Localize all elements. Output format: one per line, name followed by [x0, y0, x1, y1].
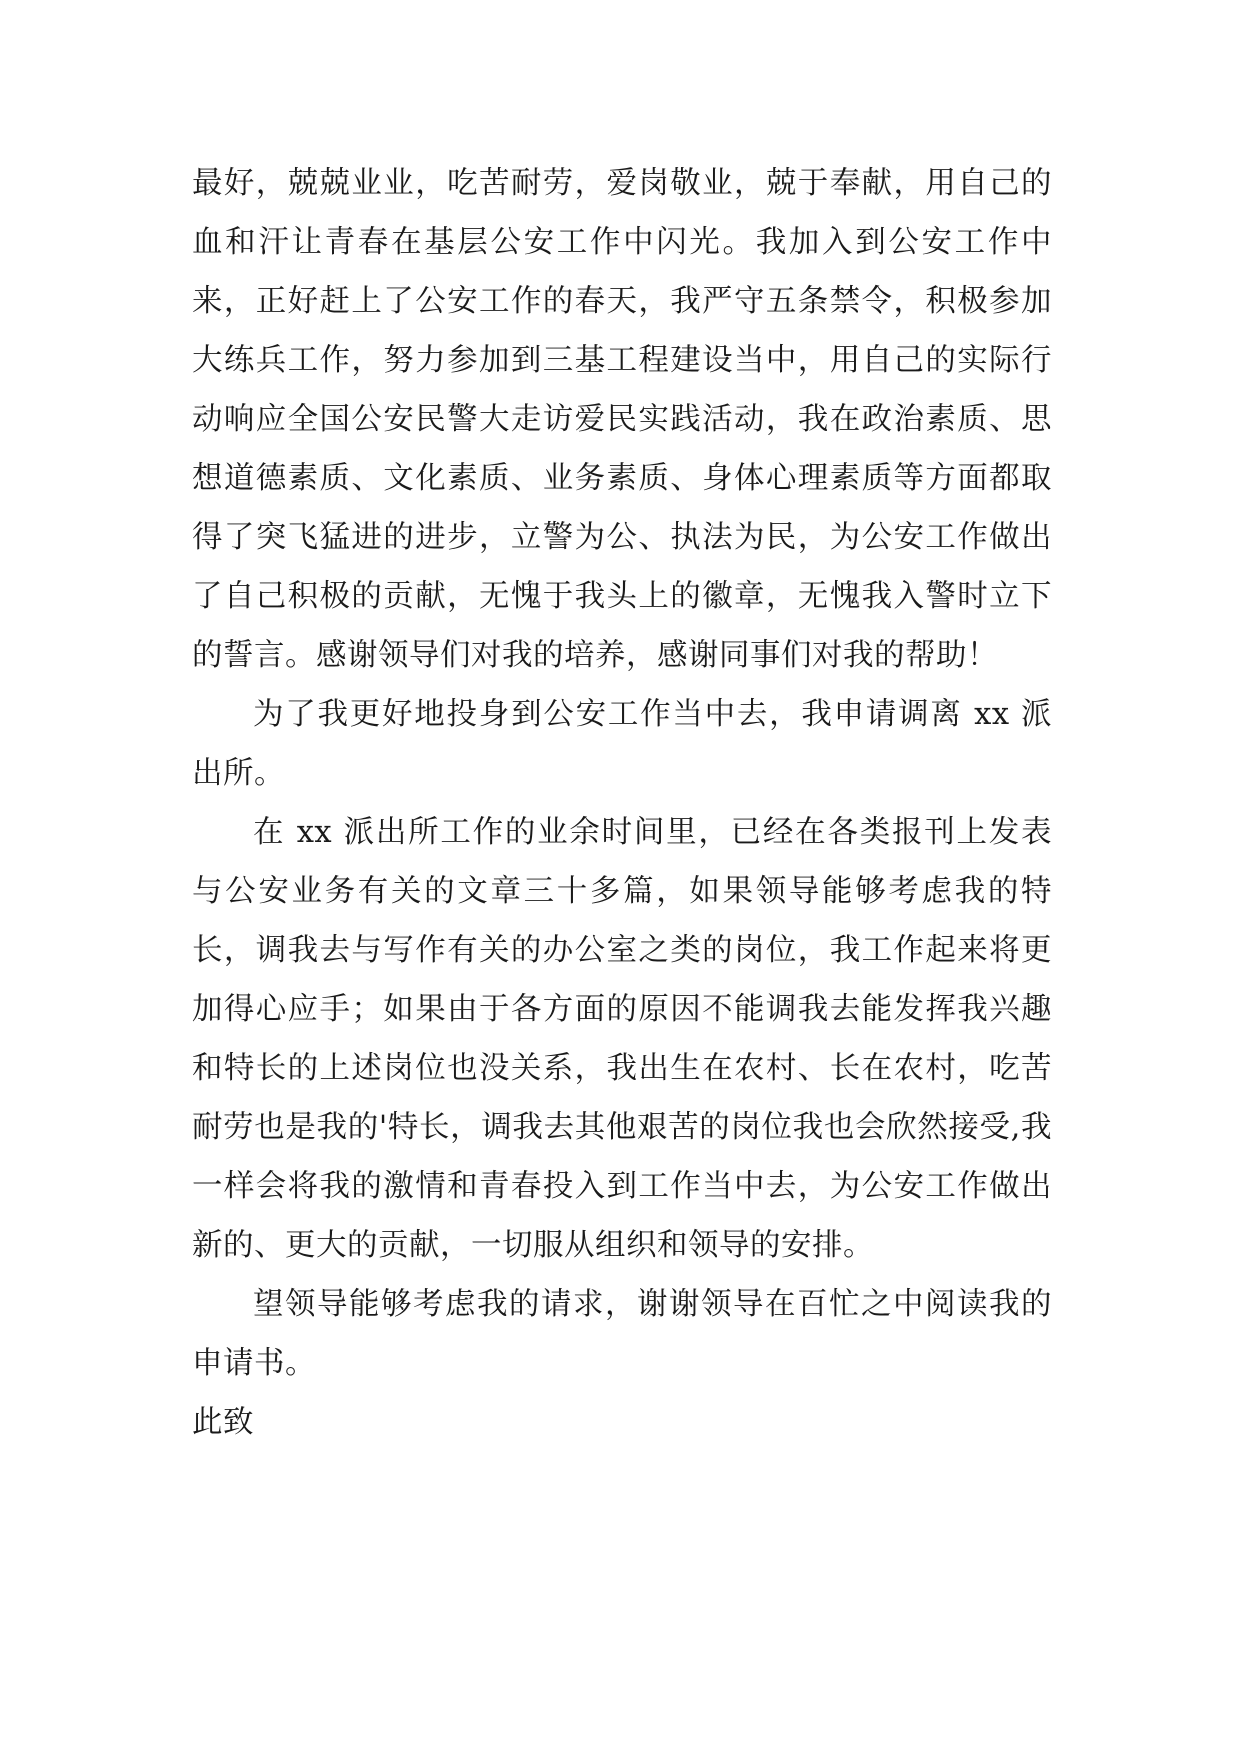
closing-salutation: 此致	[192, 1405, 254, 1440]
paragraph-transfer-request: 为了我更好地投身到公安工作当中去，我申请调离 xx 派出所。	[192, 697, 1052, 791]
paragraph-qualifications: 在 xx 派出所工作的业余时间里，已经在各类报刊上发表与公安业务有关的文章三十多篇，如果领导能够考虑我的特长，调我去与写作有关的办公室之类的岗位，我工作起来将更加得心应手；如果由于各方面的原因不能调我去能发挥我兴趣和特长的上述岗位也没关系，我出生在农村、长在农村，吃苦耐劳也是我的'特长，调我去其他艰苦的岗位我也会欣然接受,我一样会将我的激情和青春投入到工作当中去，为公安工作做出新的、更大的贡献，一切服从组织和领导的安排。	[192, 815, 1052, 1263]
document-body	[192, 154, 1052, 1452]
paragraph-continuation: 最好，兢兢业业，吃苦耐劳，爱岗敬业，兢于奉献，用自己的血和汗让青春在基层公安工作中闪光。我加入到公安工作中来，正好赶上了公安工作的春天，我严守五条禁令，积极参加大练兵工作，努力参加到三基工程建设当中，用自己的实际行动响应全国公安民警大走访爱民实践活动，我在政治素质、思想道德素质、文化素质、业务素质、身体心理素质等方面都取得了突飞猛进的进步，立警为公、执法为民，为公安工作做出了自己积极的贡献，无愧于我头上的徽章，无愧我入警时立下的誓言。感谢领导们对我的培养，感谢同事们对我的帮助！	[192, 166, 1052, 673]
paragraph-thanks: 望领导能够考虑我的请求，谢谢领导在百忙之中阅读我的申请书。	[192, 1287, 1052, 1381]
